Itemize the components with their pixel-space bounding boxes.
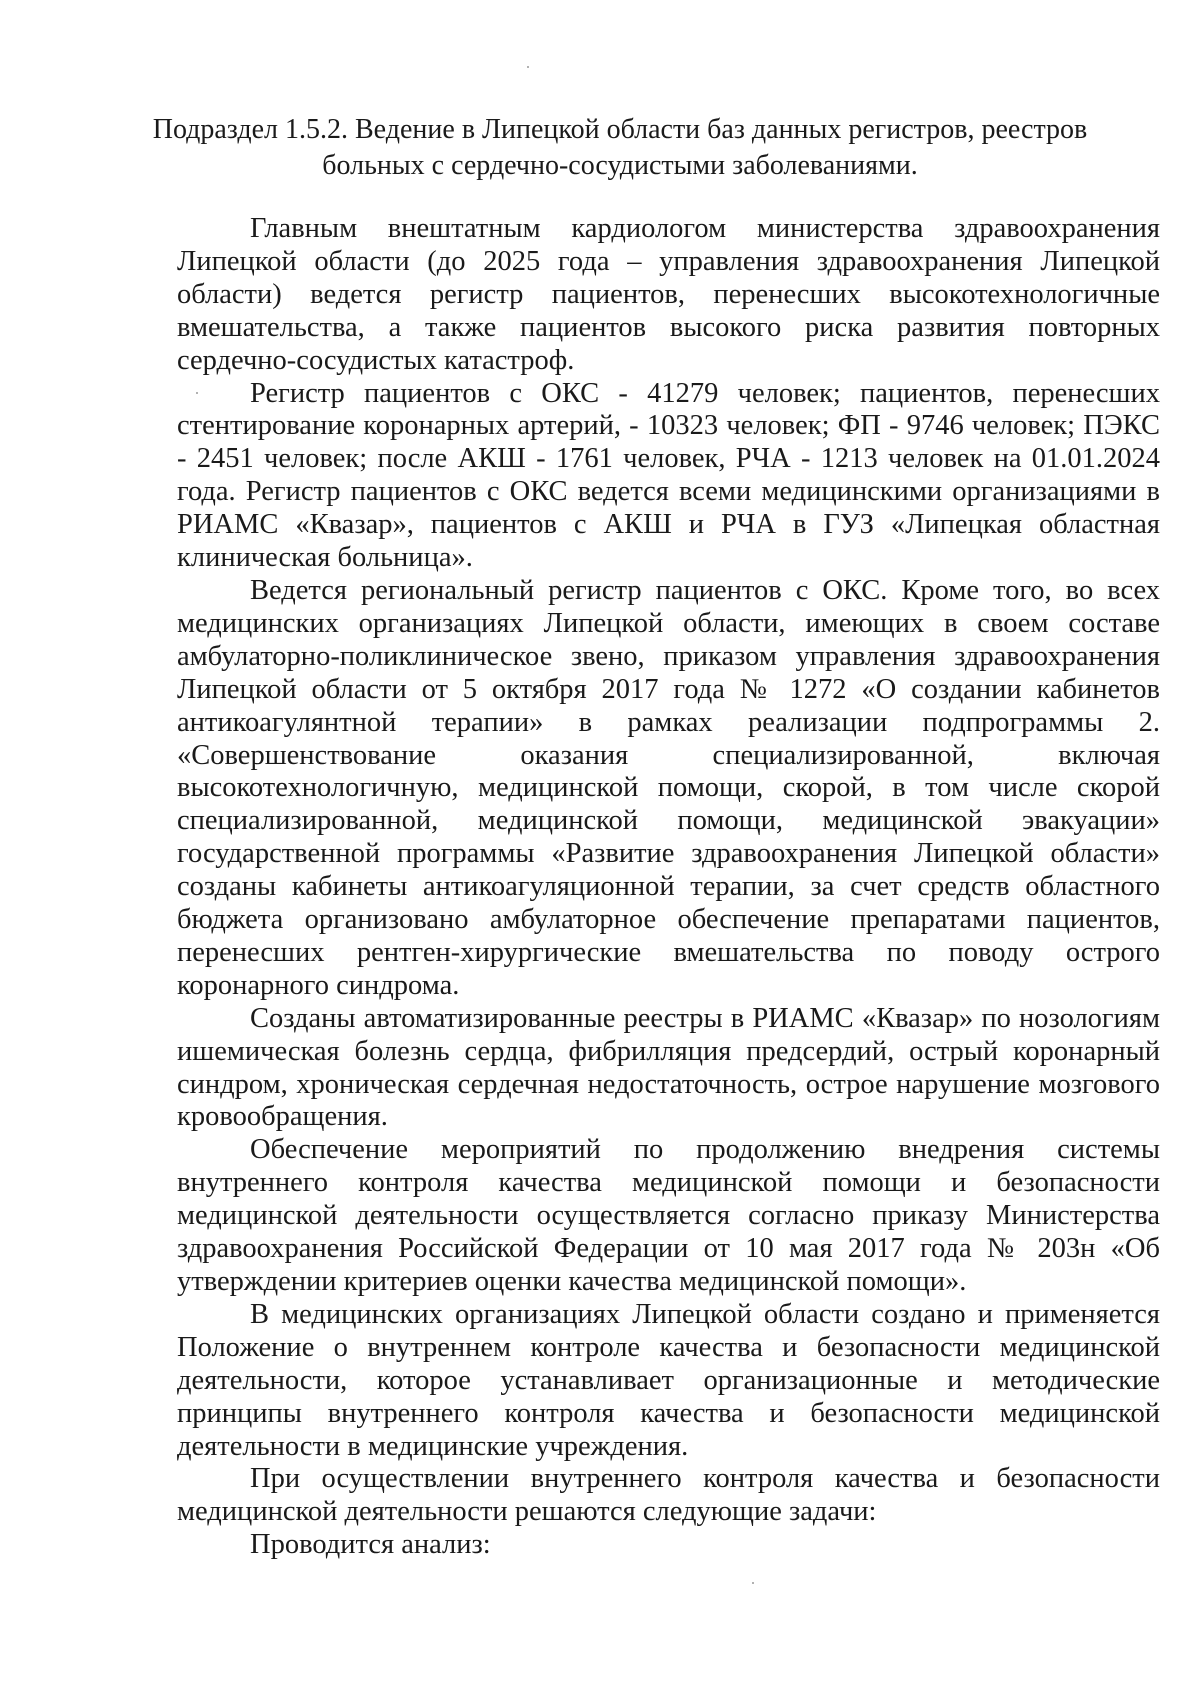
paragraph-analysis: Проводится анализ:: [250, 1529, 491, 1561]
section-heading-line-2: больных с сердечно-сосудистыми заболеваниями.: [322, 150, 918, 181]
paragraph-internal-quality-control: Обеспечение мероприятий по продолжению внедрения системы внутреннего контроля качества медицинской помощи и безопасности медицинской деятельности осуществляется согласно приказу Министерства здравоохранения Российской Федерации от 10 мая 2017 года № 203н «Об утверждении критериев оценки качества медицинской помощи».: [177, 1134, 1160, 1297]
scan-speck: [527, 66, 529, 68]
scan-speck: [196, 392, 198, 394]
section-heading: [150, 112, 1090, 184]
paragraph-anticoagulant-cabinets: Ведется региональный регистр пациентов с ОКС. Кроме того, во всех медицинских организациях Липецкой области, имеющих в своем составе амбулаторно-поликлиническое звено, приказом управления здравоохранения Липецкой области от 5 октября 2017 года № 1272 «О создании кабинетов антикоагулянтной терапии» в рамках реализации подпрограммы 2. «Совершенствование оказания специализированной, включая высокотехнологичную, медицинской помощи, скорой, в том числе скорой специализированной, медицинской помощи, медицинской эвакуации» государственной программы «Развитие здравоохранения Липецкой области» созданы кабинеты антикоагуляционной терапии, за счет средств областного бюджета организовано амбулаторное обеспечение препаратами пациентов, перенесших рентген-хирургические вмешательства по поводу острого коронарного синдрома.: [177, 574, 1160, 1001]
body-text: [177, 213, 1160, 1562]
paragraph-automated-registries: Созданы автоматизированные реестры в РИАМС «Квазар» по нозологиям ишемическая болезнь сердца, фибрилляция предсердий, острый коронарный синдром, хроническая сердечная недостаточность, острое нарушение мозгового кровообращения.: [177, 1002, 1160, 1133]
paragraph-registry-maintenance: Главным внештатным кардиологом министерства здравоохранения Липецкой области (до 2025 года – управления здравоохранения Липецкой области) ведется регистр пациентов, перенесших высокотехнологичные вмешательства, а также пациентов высокого риска развития повторных сердечно-сосудистых катастроф.: [177, 213, 1160, 376]
paragraph-registry-counts: Регистр пациентов с ОКС - 41279 человек; пациентов, перенесших стентирование коронарных артерий, - 10323 человек; ФП - 9746 человек; ПЭКС - 2451 человек; после АКШ - 1761 человек, РЧА - 1213 человек на 01.01.2024 года. Регистр пациентов с ОКС ведется всеми медицинскими организациями в РИАМС «Квазар», пациентов с АКШ и РЧА в ГУЗ «Липецкая областная клиническая больница».: [177, 377, 1160, 574]
scan-speck: [752, 1582, 754, 1584]
paragraph-quality-regulation: В медицинских организациях Липецкой области создано и применяется Положение о внутреннем контроле качества и безопасности медицинской деятельности, которое устанавливает организационные и методические принципы внутреннего контроля качества и безопасности медицинской деятельности в медицинские учреждения.: [177, 1298, 1160, 1462]
paragraph-control-tasks: При осуществлении внутреннего контроля качества и безопасности медицинской деятельности решаются следующие задачи:: [177, 1463, 1160, 1528]
section-heading-line-1: Подраздел 1.5.2. Ведение в Липецкой области баз данных регистров, реестров: [152, 114, 1088, 145]
